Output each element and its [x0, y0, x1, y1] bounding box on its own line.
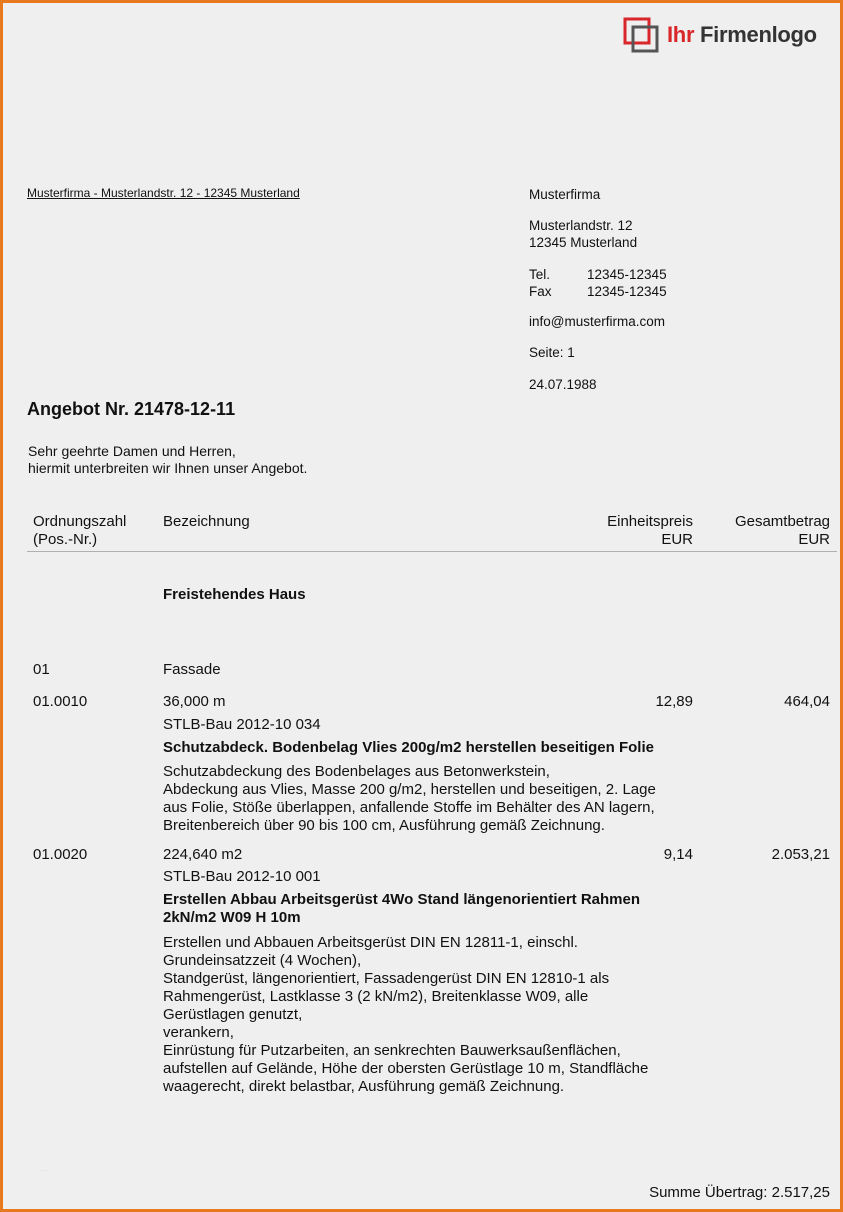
item-quantity: 36,000 m — [163, 693, 226, 710]
item-heading: Erstellen Abbau Arbeitsgerüst 4Wo Stand längenorientiert Rahmen 2kN/m2 W09 H 10m — [163, 891, 641, 926]
group-position: 01 — [33, 661, 50, 678]
group-name: Fassade — [163, 661, 221, 678]
item-code: STLB-Bau 2012-10 001 — [163, 868, 321, 885]
item-position: 01.0010 — [33, 693, 88, 710]
intro-text — [28, 443, 307, 477]
tel-label: Tel. — [529, 267, 551, 282]
sender-address-line: Musterfirma - Musterlandstr. 12 - 12345 Musterland — [27, 186, 300, 200]
column-header-total: Gesamtbetrag EUR — [734, 513, 830, 548]
item-total: 2.053,21 — [771, 846, 830, 863]
item-unit-price: 9,14 — [663, 846, 693, 863]
page-number: Seite: 1 — [529, 345, 575, 360]
section-heading: Freistehendes Haus — [163, 586, 306, 603]
company-city: 12345 Musterland — [529, 235, 638, 250]
faint-mark: ... — [41, 1163, 50, 1174]
logo-text: Ihr Firmenlogo — [667, 22, 817, 47]
item-total: 464,04 — [784, 693, 830, 710]
fax-label: Fax — [529, 284, 552, 299]
item-position: 01.0020 — [33, 846, 88, 863]
item-unit-price: 12,89 — [655, 693, 693, 710]
company-address — [529, 217, 637, 251]
item-quantity: 224,640 m2 — [163, 846, 243, 863]
column-header-position: Ordnungszahl (Pos.-Nr.) — [33, 513, 127, 548]
item-description: Schutzabdeckung des Bodenbelages aus Betonwerkstein, Abdeckung aus Vlies, Masse 200 g/m2, herstellen und beseitigen, 2. Lage aus Folie, Stöße überlappen, anfallende Stoffe im Behälter des AN lagern, Breitenbereich über 90 bis 100 cm, Ausführung gemäß Zeichnung. — [163, 763, 656, 834]
fax-value: 12345-12345 — [587, 284, 667, 299]
tel-value: 12345-12345 — [587, 267, 667, 282]
item-description: Erstellen und Abbauen Arbeitsgerüst DIN EN 12811-1, einschl. Grundeinsatzzeit (4 Wochen), Standgerüst, längenorientiert, Fassadengerüst DIN EN 12810-1 als Rahmengerüst, Lastklasse 3 (2 kN/m2), Breitenklasse W09, alle Gerüstlagen genutzt, verankern, Einrüstung für Putzarbeiten, an senkrechten Bauwerksaußenflächen, aufstellen auf Gelände, Höhe der obersten Gerüstlage 10 m, Standfläche waagerecht, direkt belastbar, Ausführung gemäß Zeichnung. — [163, 934, 649, 1095]
item-heading: Schutzabdeck. Bodenbelag Vlies 200g/m2 herstellen beseitigen Folie — [163, 739, 654, 756]
column-header-unit-price: Einheitspreis EUR — [607, 513, 693, 548]
company-name: Musterfirma — [529, 187, 601, 202]
intro-sentence: hiermit unterbreiten wir Ihnen unser Angebot. — [28, 460, 308, 476]
carry-over-sum: Summe Übertrag: 2.517,25 — [649, 1184, 830, 1201]
company-email: info@musterfirma.com — [529, 314, 665, 329]
header-divider — [27, 551, 837, 552]
offer-title: Angebot Nr. 21478-12-11 — [27, 399, 236, 419]
item-code: STLB-Bau 2012-10 034 — [163, 716, 321, 733]
company-logo — [623, 17, 817, 53]
document-date: 24.07.1988 — [529, 377, 597, 392]
logo-mark-icon — [623, 17, 659, 53]
column-header-description: Bezeichnung — [163, 513, 250, 530]
company-street: Musterlandstr. 12 — [529, 218, 633, 233]
company-contact — [529, 266, 667, 300]
salutation: Sehr geehrte Damen und Herren, — [28, 443, 236, 459]
